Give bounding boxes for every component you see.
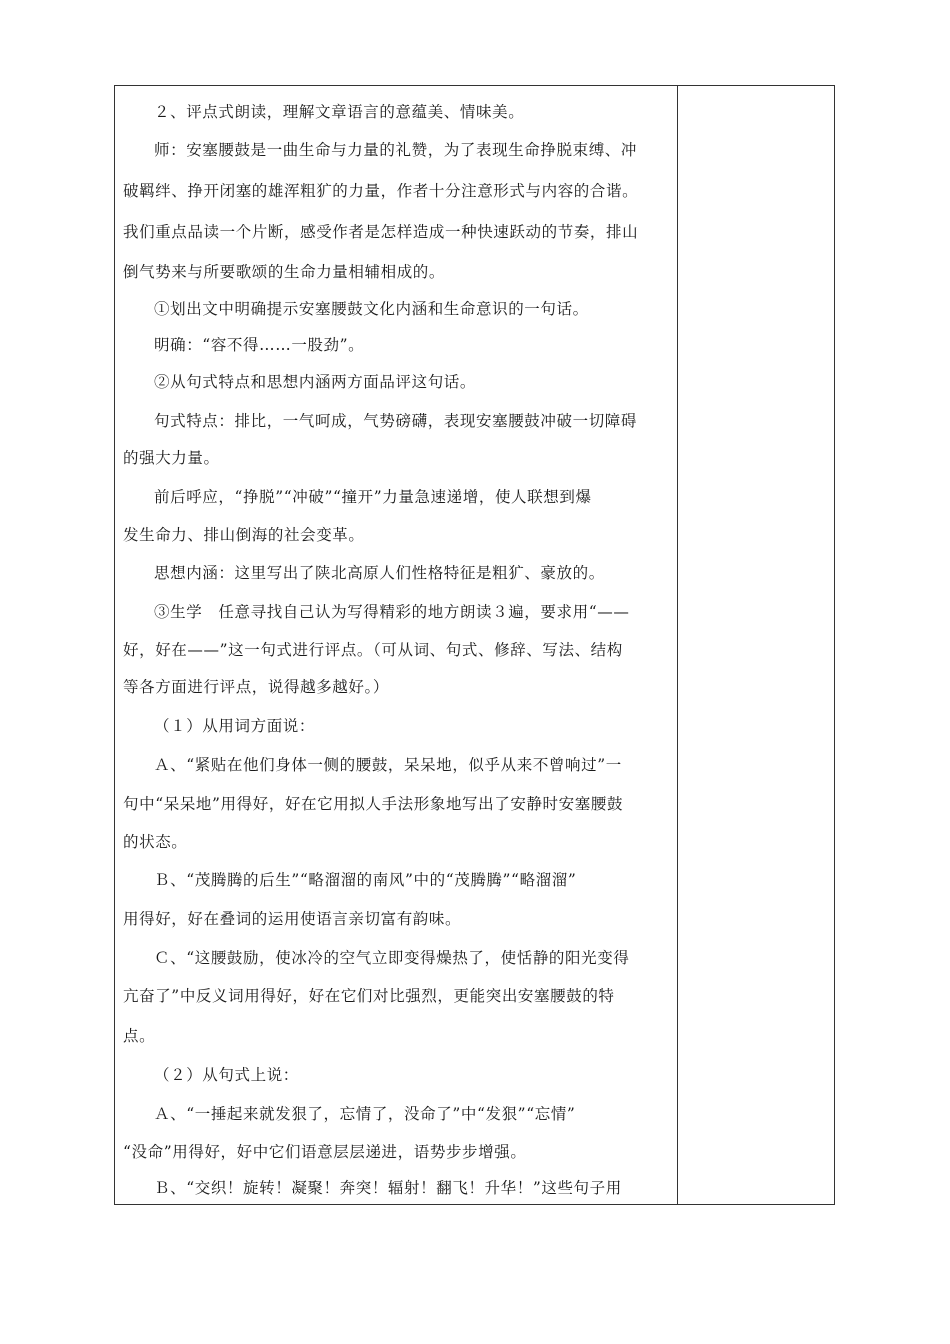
- text-line: 的强大力量。: [123, 449, 220, 467]
- text-line: 发生命力、排山倒海的社会变革。: [123, 526, 365, 544]
- lesson-content-cell: [123, 90, 671, 1200]
- text-line: 的状态。: [123, 833, 188, 851]
- text-line: （２）从句式上说：: [154, 1066, 299, 1084]
- text-line: 句中“呆呆地”用得好，好在它用拟人手法形象地写出了安静时安塞腰鼓: [123, 795, 624, 813]
- text-line: 我们重点品读一个片断，感受作者是怎样造成一种快速跃动的节奏，排山: [123, 223, 639, 241]
- text-line: （１）从用词方面说：: [154, 717, 316, 735]
- text-line: Ａ、“紧贴在他们身体一侧的腰鼓，呆呆地，似乎从来不曾响过”一: [154, 756, 622, 774]
- text-line: ①划出文中明确提示安塞腰鼓文化内涵和生命意识的一句话。: [154, 300, 589, 318]
- text-line: ２、评点式朗读，理解文章语言的意蕴美、情味美。: [154, 103, 525, 121]
- text-line: Ｂ、“交织！旋转！凝聚！奔突！辐射！翻飞！升华！”这些句子用: [154, 1179, 622, 1197]
- text-line: 亢奋了”中反义词用得好，好在它们对比强烈，更能突出安塞腰鼓的特: [123, 987, 615, 1005]
- lesson-table: [114, 85, 835, 1205]
- text-line: 等各方面进行评点，说得越多越好。）: [123, 678, 389, 696]
- text-line: ③生学 任意寻找自己认为写得精彩的地方朗读３遍，要求用“——: [154, 603, 630, 621]
- text-line: 破羁绊、挣开闭塞的雄浑粗犷的力量，作者十分注意形式与内容的合谐。: [123, 182, 639, 200]
- text-line: 句式特点：排比，一气呵成，气势磅礴，表现安塞腰鼓冲破一切障碍: [154, 412, 638, 430]
- notes-cell: [679, 86, 834, 1204]
- text-line: 倒气势来与所要歌颂的生命力量相辅相成的。: [123, 263, 446, 281]
- text-line: 师：安塞腰鼓是一曲生命与力量的礼赞，为了表现生命挣脱束缚、冲: [154, 141, 638, 159]
- text-line: “没命”用得好，好中它们语意层层递进，语势步步增强。: [123, 1143, 527, 1161]
- text-line: 用得好，好在叠词的运用使语言亲切富有韵味。: [123, 910, 462, 928]
- text-line: 思想内涵：这里写出了陕北高原人们性格特征是粗犷、豪放的。: [154, 564, 605, 582]
- text-line: 好，好在——”这一句式进行评点。（可从词、句式、修辞、写法、结构: [123, 641, 623, 659]
- text-line: 点。: [123, 1027, 156, 1045]
- text-line: Ｂ、“茂腾腾的后生”“略溜溜的南风”中的“茂腾腾”“略溜溜”: [154, 871, 577, 889]
- column-divider: [677, 86, 678, 1204]
- text-line: Ａ、“一捶起来就发狠了，忘情了，没命了”中“发狠”“忘情”: [154, 1105, 576, 1123]
- text-line: 前后呼应，“挣脱”“冲破”“撞开”力量急速递增，使人联想到爆: [154, 488, 592, 506]
- text-line: 明确：“容不得……一股劲”。: [154, 336, 365, 354]
- text-line: ②从句式特点和思想内涵两方面品评这句话。: [154, 373, 477, 391]
- text-line: Ｃ、“这腰鼓励，使冰冷的空气立即变得燥热了，使恬静的阳光变得: [154, 949, 630, 967]
